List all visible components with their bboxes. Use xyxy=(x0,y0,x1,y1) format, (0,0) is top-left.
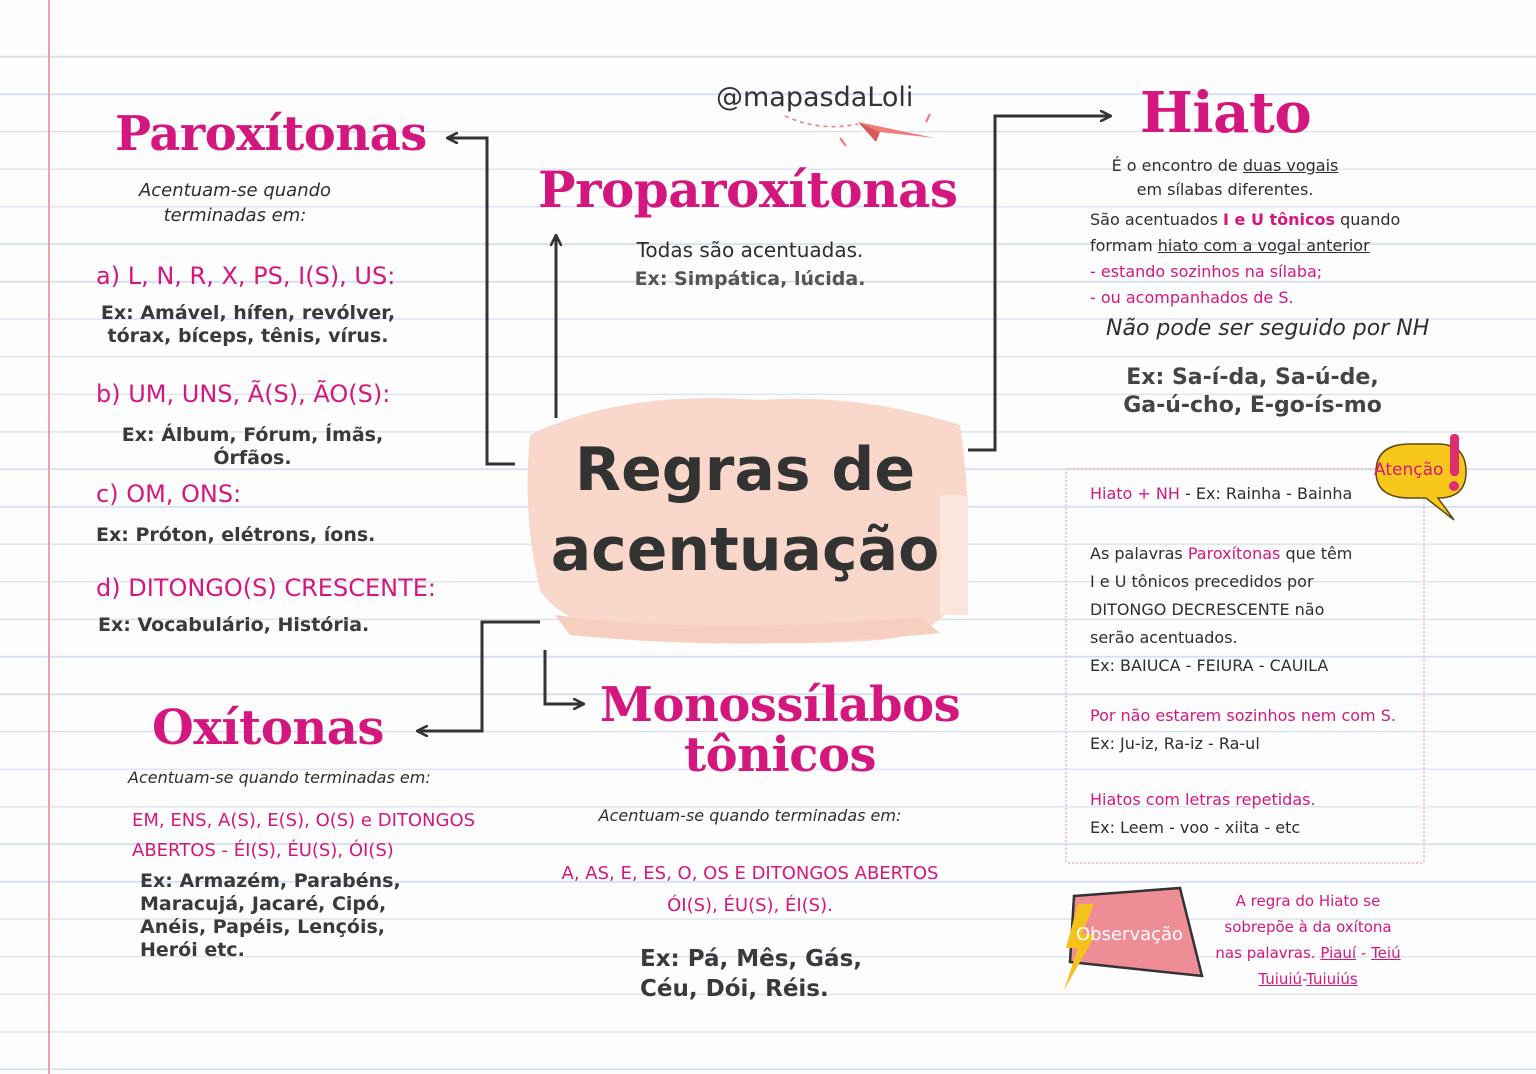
atencao-note-4: Hiatos com letras repetidas. xyxy=(1090,790,1316,809)
monossilabos-rule-line1: A, AS, E, ES, O, OS E DITONGOS ABERTOS xyxy=(561,863,939,884)
monossilabos-title-line1: Monossílabos xyxy=(599,677,961,733)
paroxitonas-example-b-line1: Ex: Álbum, Fórum, Ímãs, xyxy=(121,424,384,446)
atencao-note-1-highlight: Hiato + NH xyxy=(1090,484,1180,503)
paroxitonas-example-a-line1: Ex: Amável, hífen, revólver, xyxy=(100,302,396,324)
observacao-line3 xyxy=(1208,940,1408,966)
proparoxitonas-example: Ex: Simpática, lúcida. xyxy=(634,268,866,290)
oxitonas-title: Oxítonas xyxy=(152,700,384,756)
observacao-word-tuiuius: Tuiuiús xyxy=(1306,970,1358,988)
paroxitonas-example-b xyxy=(100,424,405,470)
atencao-note-2 xyxy=(1090,540,1352,680)
atencao-note-1 xyxy=(1090,484,1352,503)
paroxitonas-intro xyxy=(100,178,370,228)
brand-handle: @mapasdaLoli xyxy=(716,82,914,113)
paroxitonas-rule-b: b) UM, UNS, Ã(S), ÃO(S): xyxy=(96,380,391,408)
atencao-note-1-text: - Ex: Rainha - Bainha xyxy=(1179,484,1353,503)
hiato-title: Hiato xyxy=(1140,80,1312,146)
hiato-definition xyxy=(1090,154,1360,202)
oxitonas-example-line2: Maracujá, Jacaré, Cipó, xyxy=(140,893,387,915)
hiato-rule-text-end: quando xyxy=(1335,210,1401,229)
proparoxitonas-title: Proparoxítonas xyxy=(538,160,958,219)
hiato-definition-text: É o encontro de xyxy=(1111,156,1243,175)
atencao-note-2-line4: serão acentuados. xyxy=(1090,628,1238,647)
monossilabos-example-line2: Céu, Dói, Réis. xyxy=(640,976,829,1002)
observacao-word-tuiuiu: Tuiuiú xyxy=(1258,970,1303,988)
hiato-rule-highlight: I e U tônicos xyxy=(1223,210,1336,229)
hiato-rule-line2-highlight: hiato com a vogal anterior xyxy=(1157,236,1370,255)
observacao-word-teiu: Teiú xyxy=(1371,944,1401,962)
paroxitonas-rule-d: d) DITONGO(S) CRESCENTE: xyxy=(96,574,436,602)
monossilabos-intro: Acentuam-se quando terminadas em: xyxy=(598,806,902,825)
observacao-line3-sep: - xyxy=(1356,944,1372,962)
hiato-rule-line1 xyxy=(1090,207,1400,233)
arrow-to-hiato xyxy=(968,116,1110,450)
atencao-note-2-line1 xyxy=(1090,540,1352,568)
center-title xyxy=(530,430,960,590)
paroxitonas-intro-line2: terminadas em: xyxy=(163,205,307,226)
monossilabos-title-line2: tônicos xyxy=(683,727,877,783)
hiato-definition-line1 xyxy=(1090,154,1360,178)
monossilabos-example-line1: Ex: Pá, Mês, Gás, xyxy=(640,946,863,972)
paroxitonas-title: Paroxítonas xyxy=(115,106,427,162)
center-title-line1: Regras de xyxy=(574,435,916,505)
proparoxitonas-rule: Todas são acentuadas. xyxy=(636,238,864,262)
atencao-note-2-text-b: que têm xyxy=(1280,544,1353,563)
observacao-line4-sep: - xyxy=(1302,970,1307,988)
paroxitonas-example-c: Ex: Próton, elétrons, íons. xyxy=(96,524,376,546)
observacao-line3-text: nas palavras. xyxy=(1215,944,1321,962)
hiato-condition-1: - estando sozinhos na sílaba; xyxy=(1090,262,1323,281)
atencao-note-4-example: Ex: Leem - voo - xiita - etc xyxy=(1090,818,1301,837)
observacao-line2: sobrepõe à da oxítona xyxy=(1224,918,1392,936)
monossilabos-title xyxy=(580,677,980,783)
oxitonas-example-line4: Herói etc. xyxy=(140,939,245,961)
paroxitonas-example-d: Ex: Vocabulário, História. xyxy=(98,614,370,636)
paroxitonas-example-a-line2: tórax, bíceps, tênis, vírus. xyxy=(107,325,389,347)
atencao-note-2-example: Ex: BAIUCA - FEIURA - CAUILA xyxy=(1090,656,1329,675)
hiato-example-line1: Ex: Sa-í-da, Sa-ú-de, xyxy=(1126,365,1379,390)
atencao-note-2-line3: DITONGO DECRESCENTE não xyxy=(1090,600,1325,619)
paroxitonas-example-b-line2: Órfãos. xyxy=(213,447,292,469)
atencao-note-2-line2: I e U tônicos precedidos por xyxy=(1090,572,1314,591)
atencao-note-3: Por não estarem sozinhos nem com S. xyxy=(1090,706,1396,725)
observacao-text xyxy=(1208,888,1408,992)
monossilabos-rule-line2: ÓI(S), ÉU(S), ÉI(S). xyxy=(667,895,833,916)
hiato-rule xyxy=(1090,207,1400,311)
paroxitonas-intro-line1: Acentuam-se quando xyxy=(138,180,332,201)
paper-plane-icon xyxy=(780,108,940,150)
hiato-rule-line2-text: formam xyxy=(1090,236,1158,255)
oxitonas-intro: Acentuam-se quando terminadas em: xyxy=(128,768,431,787)
paroxitonas-rule-c: c) OM, ONS: xyxy=(96,480,242,508)
oxitonas-example-line1: Ex: Armazém, Parabéns, xyxy=(140,870,401,892)
observacao-line1: A regra do Hiato se xyxy=(1235,892,1381,910)
hiato-example xyxy=(1090,364,1415,420)
oxitonas-rule xyxy=(132,806,475,866)
atencao-badge: Atenção xyxy=(1374,460,1444,480)
hiato-rule-text: São acentuados xyxy=(1090,210,1224,229)
paroxitonas-rule-a: a) L, N, R, X, PS, I(S), US: xyxy=(96,262,396,290)
hiato-condition-2: - ou acompanhados de S. xyxy=(1090,288,1294,307)
oxitonas-example-line3: Anéis, Papéis, Lençóis, xyxy=(140,916,386,938)
oxitonas-example xyxy=(140,870,401,962)
oxitonas-rule-line2: ABERTOS - ÉI(S), ÉU(S), ÓI(S) xyxy=(132,840,394,861)
monossilabos-example xyxy=(640,944,862,1004)
hiato-nh-rule: Não pode ser seguido por NH xyxy=(1106,316,1430,341)
atencao-note-2-highlight: Paroxítonas xyxy=(1187,544,1281,563)
observacao-word-piaui: Piauí xyxy=(1320,944,1357,962)
monossilabos-rule xyxy=(540,858,960,922)
observacao-badge: Observação xyxy=(1076,924,1184,945)
observacao-line4 xyxy=(1208,966,1408,992)
center-title-line2: acentuação xyxy=(550,515,940,585)
atencao-note-2-text-a: As palavras xyxy=(1090,544,1188,563)
atencao-speech-bubble xyxy=(1368,432,1478,530)
hiato-rule-line2 xyxy=(1090,233,1400,259)
hiato-example-line2: Ga-ú-cho, E-go-ís-mo xyxy=(1123,393,1382,418)
hiato-definition-line2: em sílabas diferentes. xyxy=(1136,180,1314,199)
paroxitonas-example-a xyxy=(88,302,408,348)
hiato-definition-highlight: duas vogais xyxy=(1242,156,1339,175)
oxitonas-rule-line1: EM, ENS, A(S), E(S), O(S) e DITONGOS xyxy=(132,810,476,831)
atencao-note-3-example: Ex: Ju-iz, Ra-iz - Ra-ul xyxy=(1090,734,1260,753)
